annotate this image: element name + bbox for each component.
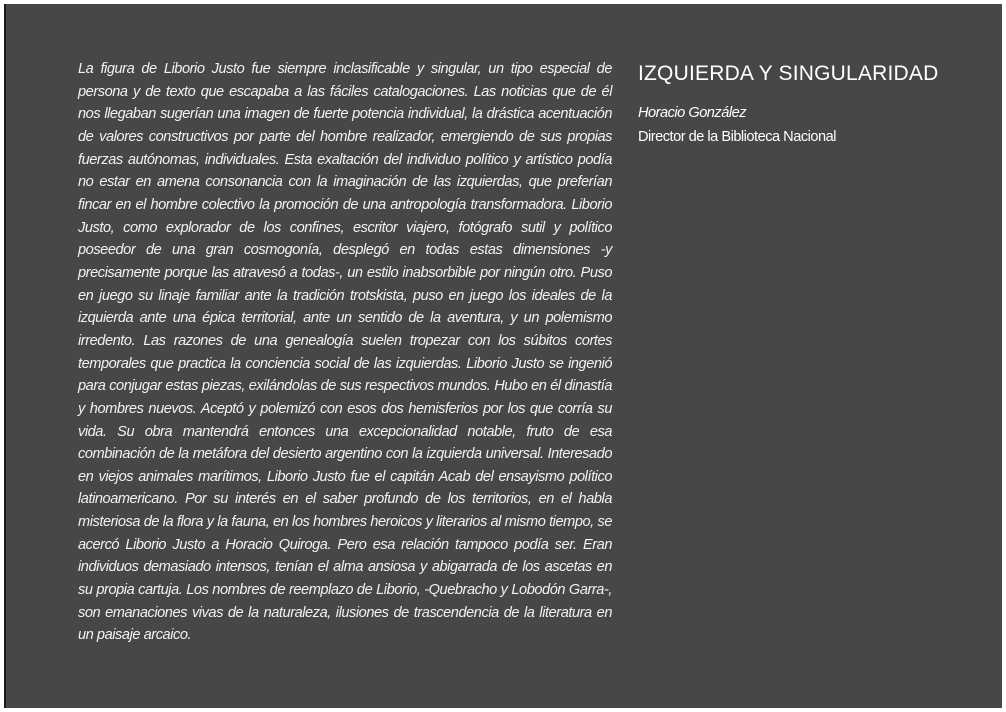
document-page [4, 4, 1002, 708]
author-role: Director de la Biblioteca Nacional [638, 129, 836, 145]
article-title: IZQUIERDA Y SINGULARIDAD [638, 62, 939, 85]
article-body-text: La figura de Liborio Justo fue siempre inclasificable y singular, un tipo especial de persona y de texto que escapaba a las fáciles catalogaciones. Las noticias que de él nos llegaban sugerían una imagen de fuerte potencia individual, la drástica acentuación de valores constructivos por parte del hombre realizador, emergiendo de sus propias fuerzas autónomas, individuales. Esta exaltación del individuo político y artístico podía no estar en amena consonancia con la imaginación de las izquierdas, que preferían fincar en el hombre colectivo la promoción de una antropología transformadora. Liborio Justo, como explorador de los confines, escritor viajero, fotógrafo sutil y político poseedor de una gran cosmogonía, desplegó en todas estas dimensiones -y precisamente porque las atravesó a todas-, un estilo inabsorbible por ningún otro. Puso en juego su linaje familiar ante la tradición trotskista, puso en juego los ideales de la izquierda ante una épica territorial, ante un sentido de la aventura, y un polemismo irredento. Las razones de una genealogía suelen tropezar con los súbitos cortes temporales que practica la conciencia social de las izquierdas. Liborio Justo se ingenió para conjugar estas piezas, exilándolas de sus respectivos mundos. Hubo en él dinastía y hombres nuevos. Aceptó y polemizó con esos dos hemisferios por los que corría su vida. Su obra mantendrá entonces una excepcionalidad notable, fruto de esa combinación de la metáfora del desierto argentino con la izquierda universal. Interesado en viejos animales marítimos, Liborio Justo fue el capitán Acab del ensayismo político latinoamericano. Por su interés en el saber profundo de los territorios, en el habla misteriosa de la flora y la fauna, en los hombres heroicos y literarios al mismo tiempo, se acercó Liborio Justo a Horacio Quiroga. Pero esa relación tampoco podía ser. Eran individuos demasiado intensos, tenían el alma ansiosa y abigarrada de los ascetas en su propia cartuja. Los nombres de reemplazo de Liborio, -Quebracho y Lobodón Garra-, son emanaciones vivas de la naturaleza, ilusiones de trascendencia de la literatura en un paisaje arcaico. [78, 61, 612, 644]
author-name: Horacio González [638, 105, 746, 121]
